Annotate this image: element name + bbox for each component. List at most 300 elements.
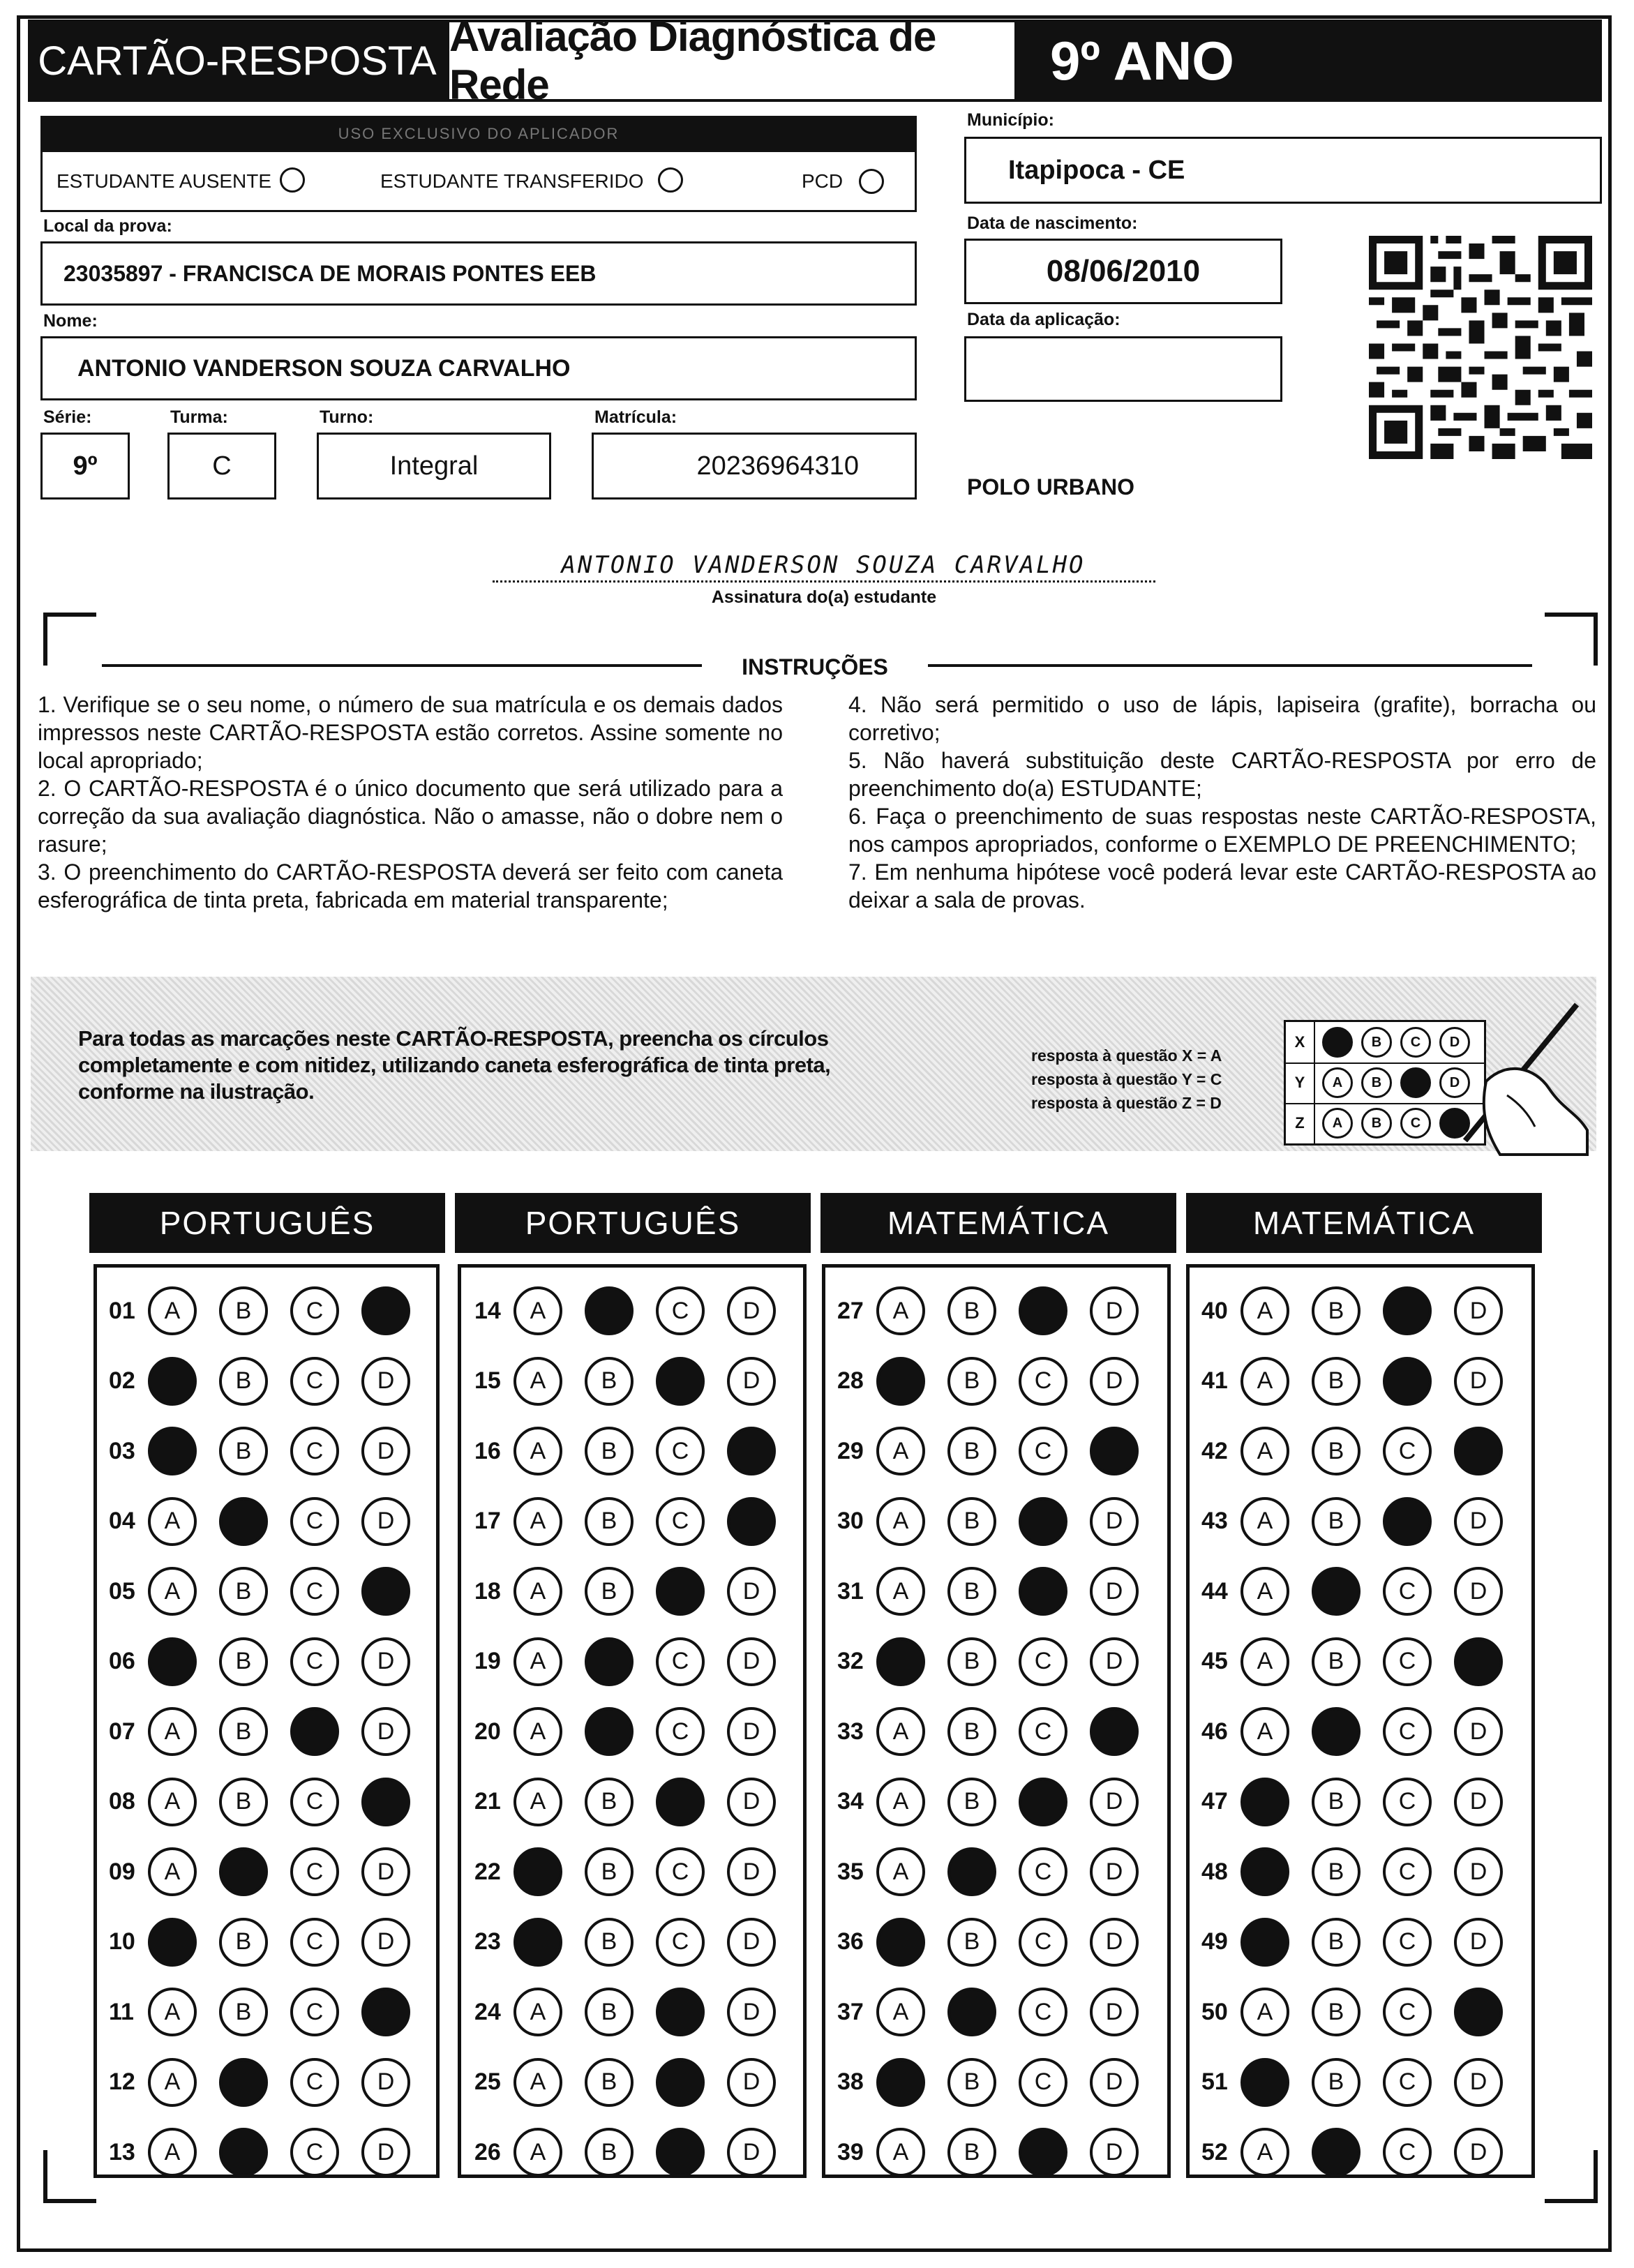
bubble-47-c[interactable]: C bbox=[1383, 1778, 1432, 1826]
bubble-29-a[interactable]: A bbox=[876, 1427, 925, 1475]
bubble-14-a[interactable]: A bbox=[514, 1286, 562, 1335]
question-number: 28 bbox=[837, 1367, 864, 1394]
bubble-33-a[interactable]: A bbox=[876, 1707, 925, 1756]
bubble-02-b[interactable]: B bbox=[219, 1357, 268, 1406]
bubble-08-c[interactable]: C bbox=[290, 1778, 339, 1826]
bubble-09-b[interactable] bbox=[219, 1847, 268, 1896]
bubble-25-c[interactable] bbox=[656, 2058, 705, 2107]
turno-label: Turno: bbox=[320, 407, 374, 427]
exam-title bbox=[449, 13, 1014, 108]
bubble-51-a[interactable] bbox=[1241, 2058, 1289, 2107]
bubble-26-a[interactable]: A bbox=[514, 2128, 562, 2177]
bubble-52-b[interactable] bbox=[1312, 2128, 1361, 2177]
answer-row-20 bbox=[474, 1707, 798, 1756]
example-bubble-x-b: B bbox=[1361, 1027, 1392, 1058]
bubble-45-c[interactable]: C bbox=[1383, 1637, 1432, 1686]
bubble-08-d[interactable] bbox=[361, 1778, 410, 1826]
bubble-38-d[interactable]: D bbox=[1090, 2058, 1139, 2107]
answer-row-22 bbox=[474, 1847, 798, 1896]
bubble-37-b[interactable] bbox=[947, 1988, 996, 2036]
bubble-50-c[interactable]: C bbox=[1383, 1988, 1432, 2036]
bubble-26-c[interactable] bbox=[656, 2128, 705, 2177]
bubble-47-a[interactable] bbox=[1241, 1778, 1289, 1826]
bubble-03-d[interactable]: D bbox=[361, 1427, 410, 1475]
bubble-22-d[interactable]: D bbox=[727, 1847, 776, 1896]
bubble-17-c[interactable]: C bbox=[656, 1497, 705, 1546]
question-number: 18 bbox=[474, 1577, 501, 1605]
bubble-20-d[interactable]: D bbox=[727, 1707, 776, 1756]
bubble-01-b[interactable]: B bbox=[219, 1286, 268, 1335]
bubble-05-c[interactable]: C bbox=[290, 1567, 339, 1616]
bubble-41-a[interactable]: A bbox=[1241, 1357, 1289, 1406]
bubble-19-b[interactable] bbox=[585, 1637, 634, 1686]
bubble-42-d[interactable] bbox=[1454, 1427, 1503, 1475]
bubble-36-b[interactable]: B bbox=[947, 1918, 996, 1967]
bubble-19-a[interactable]: A bbox=[514, 1637, 562, 1686]
answer-row-52 bbox=[1201, 2128, 1525, 2177]
bubble-16-b[interactable]: B bbox=[585, 1427, 634, 1475]
bubble-33-c[interactable]: C bbox=[1019, 1707, 1067, 1756]
bubble-31-a[interactable]: A bbox=[876, 1567, 925, 1616]
bubble-18-c[interactable] bbox=[656, 1567, 705, 1616]
bubble-15-a[interactable]: A bbox=[514, 1357, 562, 1406]
bubble-05-d[interactable] bbox=[361, 1567, 410, 1616]
example-bubble-y-c bbox=[1400, 1067, 1431, 1098]
answer-row-45 bbox=[1201, 1637, 1525, 1686]
legend-x: resposta à questão X = A bbox=[1031, 1046, 1222, 1065]
bubble-09-c[interactable]: C bbox=[290, 1847, 339, 1896]
bubble-21-d[interactable]: D bbox=[727, 1778, 776, 1826]
bubble-16-d[interactable] bbox=[727, 1427, 776, 1475]
bubble-47-d[interactable]: D bbox=[1454, 1778, 1503, 1826]
bubble-52-d[interactable]: D bbox=[1454, 2128, 1503, 2177]
bubble-43-b[interactable]: B bbox=[1312, 1497, 1361, 1546]
question-number: 41 bbox=[1201, 1367, 1228, 1394]
bubble-27-c[interactable] bbox=[1019, 1286, 1067, 1335]
bubble-52-c[interactable]: C bbox=[1383, 2128, 1432, 2177]
answer-row-29 bbox=[837, 1427, 1161, 1475]
bubble-01-d[interactable] bbox=[361, 1286, 410, 1335]
bubble-29-b[interactable]: B bbox=[947, 1427, 996, 1475]
question-number: 43 bbox=[1201, 1508, 1228, 1534]
bubble-49-c[interactable]: C bbox=[1383, 1918, 1432, 1967]
transferred-checkbox[interactable] bbox=[658, 167, 683, 193]
bubble-18-a[interactable]: A bbox=[514, 1567, 562, 1616]
bubble-14-d[interactable]: D bbox=[727, 1286, 776, 1335]
bubble-25-d[interactable]: D bbox=[727, 2058, 776, 2107]
bubble-46-a[interactable]: A bbox=[1241, 1707, 1289, 1756]
bubble-37-d[interactable]: D bbox=[1090, 1988, 1139, 2036]
bubble-02-c[interactable]: C bbox=[290, 1357, 339, 1406]
bubble-27-d[interactable]: D bbox=[1090, 1286, 1139, 1335]
bubble-34-a[interactable]: A bbox=[876, 1778, 925, 1826]
bubble-22-b[interactable]: B bbox=[585, 1847, 634, 1896]
answer-row-36 bbox=[837, 1918, 1161, 1967]
bubble-49-a[interactable] bbox=[1241, 1918, 1289, 1967]
bubble-12-c[interactable]: C bbox=[290, 2058, 339, 2107]
bubble-25-b[interactable]: B bbox=[585, 2058, 634, 2107]
name-label: Nome: bbox=[43, 311, 98, 331]
answer-row-08 bbox=[109, 1778, 433, 1826]
bubble-30-c[interactable] bbox=[1019, 1497, 1067, 1546]
bubble-12-d[interactable]: D bbox=[361, 2058, 410, 2107]
bubble-23-b[interactable]: B bbox=[585, 1918, 634, 1967]
bubble-17-b[interactable]: B bbox=[585, 1497, 634, 1546]
bubble-24-a[interactable]: A bbox=[514, 1988, 562, 2036]
bubble-51-c[interactable]: C bbox=[1383, 2058, 1432, 2107]
bubble-41-d[interactable]: D bbox=[1454, 1357, 1503, 1406]
bubble-23-d[interactable]: D bbox=[727, 1918, 776, 1967]
bubble-02-a[interactable] bbox=[148, 1357, 197, 1406]
card-title bbox=[28, 20, 447, 102]
answer-row-47 bbox=[1201, 1778, 1525, 1826]
bubble-44-a[interactable]: A bbox=[1241, 1567, 1289, 1616]
bubble-39-d[interactable]: D bbox=[1090, 2128, 1139, 2177]
question-number: 06 bbox=[109, 1648, 135, 1674]
bubble-38-a[interactable] bbox=[876, 2058, 925, 2107]
question-number: 21 bbox=[474, 1788, 501, 1815]
bubble-05-a[interactable]: A bbox=[148, 1567, 197, 1616]
turma-value: C bbox=[212, 451, 232, 481]
answer-row-31 bbox=[837, 1567, 1161, 1616]
bubble-32-a[interactable] bbox=[876, 1637, 925, 1686]
corner-top-right bbox=[1545, 613, 1598, 666]
example-row-y bbox=[1286, 1062, 1484, 1104]
bubble-04-d[interactable]: D bbox=[361, 1497, 410, 1546]
example-bubble-x-a bbox=[1322, 1027, 1353, 1058]
bubble-23-a[interactable] bbox=[514, 1918, 562, 1967]
bubble-19-d[interactable]: D bbox=[727, 1637, 776, 1686]
question-number: 48 bbox=[1201, 1858, 1228, 1885]
answer-row-18 bbox=[474, 1567, 798, 1616]
bubble-37-c[interactable]: C bbox=[1019, 1988, 1067, 2036]
bubble-15-d[interactable]: D bbox=[727, 1357, 776, 1406]
bubble-28-c[interactable]: C bbox=[1019, 1357, 1067, 1406]
bubble-46-b[interactable] bbox=[1312, 1707, 1361, 1756]
bubble-16-c[interactable]: C bbox=[656, 1427, 705, 1475]
bubble-50-b[interactable]: B bbox=[1312, 1988, 1361, 2036]
bubble-46-d[interactable]: D bbox=[1454, 1707, 1503, 1756]
bubble-14-b[interactable] bbox=[585, 1286, 634, 1335]
bubble-39-a[interactable]: A bbox=[876, 2128, 925, 2177]
question-number: 52 bbox=[1201, 2138, 1228, 2165]
bubble-46-c[interactable]: C bbox=[1383, 1707, 1432, 1756]
bubble-17-d[interactable] bbox=[727, 1497, 776, 1546]
bubble-43-a[interactable]: A bbox=[1241, 1497, 1289, 1546]
bubble-36-a[interactable] bbox=[876, 1918, 925, 1967]
municipio-value: Itapipoca - CE bbox=[1008, 155, 1185, 185]
bubble-06-c[interactable]: C bbox=[290, 1637, 339, 1686]
answer-row-34 bbox=[837, 1778, 1161, 1826]
bubble-18-d[interactable]: D bbox=[727, 1567, 776, 1616]
bubble-20-b[interactable] bbox=[585, 1707, 634, 1756]
applicator-box bbox=[40, 152, 917, 212]
bubble-25-a[interactable]: A bbox=[514, 2058, 562, 2107]
answer-row-16 bbox=[474, 1427, 798, 1475]
bubble-48-d[interactable]: D bbox=[1454, 1847, 1503, 1896]
answer-row-44 bbox=[1201, 1567, 1525, 1616]
bubble-36-c[interactable]: C bbox=[1019, 1918, 1067, 1967]
bubble-13-b[interactable] bbox=[219, 2128, 268, 2177]
bubble-31-d[interactable]: D bbox=[1090, 1567, 1139, 1616]
nascimento-label: Data de nascimento: bbox=[967, 213, 1138, 233]
bubble-24-b[interactable]: B bbox=[585, 1988, 634, 2036]
bubble-51-b[interactable]: B bbox=[1312, 2058, 1361, 2107]
bubble-18-b[interactable]: B bbox=[585, 1567, 634, 1616]
question-number: 20 bbox=[474, 1718, 501, 1745]
bubble-10-d[interactable]: D bbox=[361, 1918, 410, 1967]
bubble-06-b[interactable]: B bbox=[219, 1637, 268, 1686]
bubble-29-c[interactable]: C bbox=[1019, 1427, 1067, 1475]
bubble-40-d[interactable]: D bbox=[1454, 1286, 1503, 1335]
bubble-44-c[interactable]: C bbox=[1383, 1567, 1432, 1616]
bubble-13-a[interactable]: A bbox=[148, 2128, 197, 2177]
serie-label: Série: bbox=[43, 407, 92, 427]
bubble-22-a[interactable] bbox=[514, 1847, 562, 1896]
bubble-24-d[interactable]: D bbox=[727, 1988, 776, 2036]
question-number: 40 bbox=[1201, 1297, 1228, 1324]
bubble-37-a[interactable]: A bbox=[876, 1988, 925, 2036]
bubble-11-b[interactable]: B bbox=[219, 1988, 268, 2036]
answer-row-01 bbox=[109, 1286, 433, 1335]
absent-checkbox[interactable] bbox=[280, 167, 305, 193]
question-number: 12 bbox=[109, 2068, 135, 2095]
bubble-07-d[interactable]: D bbox=[361, 1707, 410, 1756]
bubble-30-d[interactable]: D bbox=[1090, 1497, 1139, 1546]
bubble-06-d[interactable]: D bbox=[361, 1637, 410, 1686]
question-number: 50 bbox=[1201, 1998, 1228, 2025]
bubble-34-d[interactable]: D bbox=[1090, 1778, 1139, 1826]
question-number: 47 bbox=[1201, 1788, 1228, 1815]
bubble-11-c[interactable]: C bbox=[290, 1988, 339, 2036]
bubble-09-a[interactable]: A bbox=[148, 1847, 197, 1896]
bubble-40-c[interactable] bbox=[1383, 1286, 1432, 1335]
bubble-01-a[interactable]: A bbox=[148, 1286, 197, 1335]
bubble-12-a[interactable]: A bbox=[148, 2058, 197, 2107]
bubble-40-b[interactable]: B bbox=[1312, 1286, 1361, 1335]
card-title-text: CARTÃO-RESPOSTA bbox=[38, 38, 437, 84]
instruction-5: 5. Não haverá substituição deste CARTÃO-RESPOSTA por erro de preenchimento do(a) ESTUDANTE; bbox=[848, 748, 1596, 801]
bubble-19-c[interactable]: C bbox=[656, 1637, 705, 1686]
bubble-41-c[interactable] bbox=[1383, 1357, 1432, 1406]
bubble-40-a[interactable]: A bbox=[1241, 1286, 1289, 1335]
bubble-36-d[interactable]: D bbox=[1090, 1918, 1139, 1967]
bubble-24-c[interactable] bbox=[656, 1988, 705, 2036]
bubble-06-a[interactable] bbox=[148, 1637, 197, 1686]
bubble-38-b[interactable]: B bbox=[947, 2058, 996, 2107]
bubble-32-c[interactable]: C bbox=[1019, 1637, 1067, 1686]
bubble-50-a[interactable]: A bbox=[1241, 1988, 1289, 2036]
answer-row-27 bbox=[837, 1286, 1161, 1335]
bubble-11-d[interactable] bbox=[361, 1988, 410, 2036]
bubble-49-b[interactable]: B bbox=[1312, 1918, 1361, 1967]
polo-label: POLO URBANO bbox=[967, 474, 1134, 500]
bubble-01-c[interactable]: C bbox=[290, 1286, 339, 1335]
bubble-03-a[interactable] bbox=[148, 1427, 197, 1475]
bubble-10-b[interactable]: B bbox=[219, 1918, 268, 1967]
bubble-28-b[interactable]: B bbox=[947, 1357, 996, 1406]
question-number: 17 bbox=[474, 1508, 501, 1534]
aplicacao-label: Data da aplicação: bbox=[967, 310, 1120, 329]
bubble-32-b[interactable]: B bbox=[947, 1637, 996, 1686]
matricula-value: 20236964310 bbox=[696, 451, 859, 481]
bubble-27-b[interactable]: B bbox=[947, 1286, 996, 1335]
question-number: 39 bbox=[837, 2138, 864, 2165]
bubble-04-c[interactable]: C bbox=[290, 1497, 339, 1546]
instruction-4: 4. Não será permitido o uso de lápis, lapiseira (grafite), borracha ou corretivo; bbox=[848, 692, 1596, 745]
bubble-50-d[interactable] bbox=[1454, 1988, 1503, 2036]
instruction-2: 2. O CARTÃO-RESPOSTA é o único documento que será utilizado para a correção da sua avaliação diagnóstica. Não o amasse, não o dobre nem o rasure; bbox=[38, 776, 783, 857]
example-bubble-z-b: B bbox=[1361, 1108, 1392, 1139]
answer-row-13 bbox=[109, 2128, 433, 2177]
answer-row-50 bbox=[1201, 1988, 1525, 2036]
bubble-44-d[interactable]: D bbox=[1454, 1567, 1503, 1616]
bubble-05-b[interactable]: B bbox=[219, 1567, 268, 1616]
exam-title-text: Avaliação Diagnóstica de Rede bbox=[449, 13, 936, 108]
answer-row-43 bbox=[1201, 1497, 1525, 1546]
answer-row-33 bbox=[837, 1707, 1161, 1756]
answer-row-11 bbox=[109, 1988, 433, 2036]
bubble-21-c[interactable] bbox=[656, 1778, 705, 1826]
bubble-51-d[interactable]: D bbox=[1454, 2058, 1503, 2107]
question-number: 08 bbox=[109, 1788, 135, 1815]
bubble-10-c[interactable]: C bbox=[290, 1918, 339, 1967]
answer-row-46 bbox=[1201, 1707, 1525, 1756]
bubble-42-b[interactable]: B bbox=[1312, 1427, 1361, 1475]
bubble-44-b[interactable] bbox=[1312, 1567, 1361, 1616]
question-number: 26 bbox=[474, 2138, 501, 2165]
bubble-02-d[interactable]: D bbox=[361, 1357, 410, 1406]
bubble-41-b[interactable]: B bbox=[1312, 1357, 1361, 1406]
bubble-08-b[interactable]: B bbox=[219, 1778, 268, 1826]
answer-row-17 bbox=[474, 1497, 798, 1546]
subject-header-4 bbox=[1186, 1193, 1542, 1253]
legend-z: resposta à questão Z = D bbox=[1031, 1094, 1222, 1112]
serie-field bbox=[40, 433, 130, 500]
instruction-3: 3. O preenchimento do CARTÃO-RESPOSTA deverá ser feito com caneta esferográfica de tinta preta, fabricada em material transparente; bbox=[38, 859, 783, 913]
example-bubble-x-c: C bbox=[1400, 1027, 1431, 1058]
bubble-08-a[interactable]: A bbox=[148, 1778, 197, 1826]
subject-header-1-text: PORTUGUÊS bbox=[159, 1205, 375, 1241]
example-bubble-z-a: A bbox=[1322, 1108, 1353, 1139]
bubble-14-c[interactable]: C bbox=[656, 1286, 705, 1335]
bubble-26-b[interactable]: B bbox=[585, 2128, 634, 2177]
bubble-34-c[interactable] bbox=[1019, 1778, 1067, 1826]
bubble-03-b[interactable]: B bbox=[219, 1427, 268, 1475]
bubble-42-a[interactable]: A bbox=[1241, 1427, 1289, 1475]
bubble-35-d[interactable]: D bbox=[1090, 1847, 1139, 1896]
bubble-35-c[interactable]: C bbox=[1019, 1847, 1067, 1896]
bubble-30-a[interactable]: A bbox=[876, 1497, 925, 1546]
answer-row-04 bbox=[109, 1497, 433, 1546]
bubble-15-b[interactable]: B bbox=[585, 1357, 634, 1406]
bubble-48-a[interactable] bbox=[1241, 1847, 1289, 1896]
bubble-13-d[interactable]: D bbox=[361, 2128, 410, 2177]
bubble-38-c[interactable]: C bbox=[1019, 2058, 1067, 2107]
hand-pen-icon bbox=[1458, 991, 1598, 1158]
bubble-07-c[interactable] bbox=[290, 1707, 339, 1756]
bubble-43-c[interactable] bbox=[1383, 1497, 1432, 1546]
bubble-31-b[interactable]: B bbox=[947, 1567, 996, 1616]
bubble-04-b[interactable] bbox=[219, 1497, 268, 1546]
question-number: 38 bbox=[837, 2068, 864, 2095]
example-bubble-z-c: C bbox=[1400, 1108, 1431, 1139]
bubble-52-a[interactable]: A bbox=[1241, 2128, 1289, 2177]
applicator-bar bbox=[40, 116, 917, 152]
bubble-26-d[interactable]: D bbox=[727, 2128, 776, 2177]
bubble-45-b[interactable]: B bbox=[1312, 1637, 1361, 1686]
question-number: 22 bbox=[474, 1858, 501, 1885]
bubble-16-a[interactable]: A bbox=[514, 1427, 562, 1475]
example-row-x bbox=[1286, 1022, 1484, 1064]
bubble-27-a[interactable]: A bbox=[876, 1286, 925, 1335]
bubble-34-b[interactable]: B bbox=[947, 1778, 996, 1826]
bubble-13-c[interactable]: C bbox=[290, 2128, 339, 2177]
bubble-04-a[interactable]: A bbox=[148, 1497, 197, 1546]
bubble-33-d[interactable] bbox=[1090, 1707, 1139, 1756]
answer-row-41 bbox=[1201, 1357, 1525, 1406]
subject-header-3 bbox=[820, 1193, 1176, 1253]
bubble-22-c[interactable]: C bbox=[656, 1847, 705, 1896]
bubble-03-c[interactable]: C bbox=[290, 1427, 339, 1475]
bubble-48-c[interactable]: C bbox=[1383, 1847, 1432, 1896]
bubble-07-b[interactable]: B bbox=[219, 1707, 268, 1756]
bubble-33-b[interactable]: B bbox=[947, 1707, 996, 1756]
bubble-42-c[interactable]: C bbox=[1383, 1427, 1432, 1475]
bubble-29-d[interactable] bbox=[1090, 1427, 1139, 1475]
bubble-47-b[interactable]: B bbox=[1312, 1778, 1361, 1826]
bubble-49-d[interactable]: D bbox=[1454, 1918, 1503, 1967]
bubble-21-a[interactable]: A bbox=[514, 1778, 562, 1826]
bubble-07-a[interactable]: A bbox=[148, 1707, 197, 1756]
bubble-32-d[interactable]: D bbox=[1090, 1637, 1139, 1686]
bubble-21-b[interactable]: B bbox=[585, 1778, 634, 1826]
answer-row-37 bbox=[837, 1988, 1161, 2036]
bubble-35-b[interactable] bbox=[947, 1847, 996, 1896]
bubble-45-a[interactable]: A bbox=[1241, 1637, 1289, 1686]
bubble-48-b[interactable]: B bbox=[1312, 1847, 1361, 1896]
bubble-35-a[interactable]: A bbox=[876, 1847, 925, 1896]
bubble-39-c[interactable] bbox=[1019, 2128, 1067, 2177]
bubble-43-d[interactable]: D bbox=[1454, 1497, 1503, 1546]
nascimento-field bbox=[964, 239, 1282, 304]
bubble-09-d[interactable]: D bbox=[361, 1847, 410, 1896]
question-number: 04 bbox=[109, 1508, 135, 1534]
bubble-30-b[interactable]: B bbox=[947, 1497, 996, 1546]
aplicacao-field bbox=[964, 336, 1282, 402]
bubble-11-a[interactable]: A bbox=[148, 1988, 197, 2036]
bubble-39-b[interactable]: B bbox=[947, 2128, 996, 2177]
bubble-28-a[interactable] bbox=[876, 1357, 925, 1406]
question-number: 32 bbox=[837, 1648, 864, 1674]
question-number: 24 bbox=[474, 1998, 501, 2025]
bubble-28-d[interactable]: D bbox=[1090, 1357, 1139, 1406]
bubble-20-c[interactable]: C bbox=[656, 1707, 705, 1756]
bubble-23-c[interactable]: C bbox=[656, 1918, 705, 1967]
pcd-checkbox[interactable] bbox=[859, 169, 884, 194]
bubble-45-d[interactable] bbox=[1454, 1637, 1503, 1686]
bubble-20-a[interactable]: A bbox=[514, 1707, 562, 1756]
bubble-17-a[interactable]: A bbox=[514, 1497, 562, 1546]
bubble-10-a[interactable] bbox=[148, 1918, 197, 1967]
answer-row-06 bbox=[109, 1637, 433, 1686]
answer-row-12 bbox=[109, 2058, 433, 2107]
bubble-15-c[interactable] bbox=[656, 1357, 705, 1406]
bubble-12-b[interactable] bbox=[219, 2058, 268, 2107]
instructions-title: INSTRUÇÕES bbox=[742, 654, 888, 679]
legend-y: resposta à questão Y = C bbox=[1031, 1070, 1222, 1088]
bubble-31-c[interactable] bbox=[1019, 1567, 1067, 1616]
